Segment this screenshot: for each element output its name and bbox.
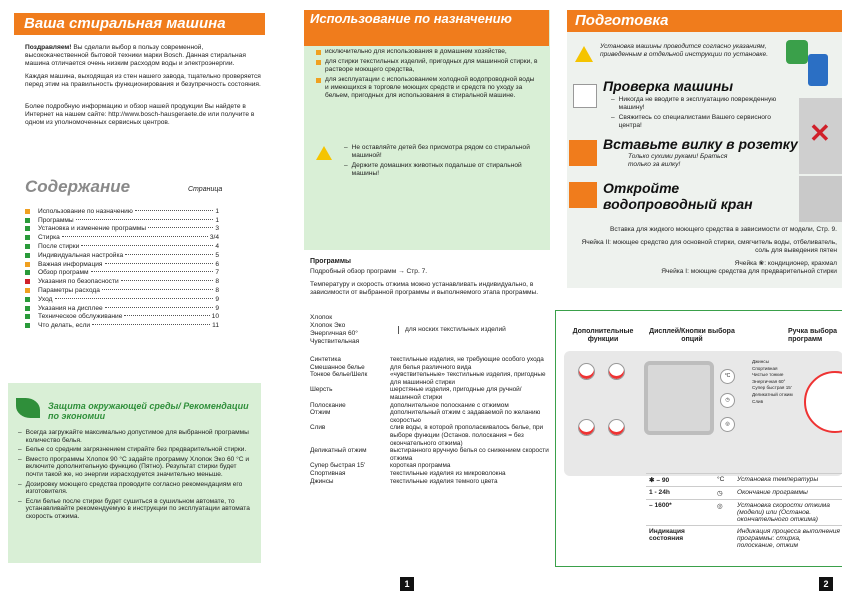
program-name: Спортивная (310, 469, 346, 477)
page-number-1: 1 (400, 577, 414, 591)
toc-row (25, 321, 219, 330)
program-name: Хлопок (310, 314, 333, 321)
right-page (555, 0, 842, 595)
toc-page: 3 (215, 225, 219, 233)
panel-program-label: Слив (752, 398, 764, 404)
toc-bullet (25, 226, 30, 231)
program-name: Синтетика (310, 356, 341, 363)
toc-page: 8 (215, 278, 219, 286)
toc-bullet (25, 314, 30, 319)
legend-symbol: ✱ – 90 (646, 474, 714, 487)
program-desc: слив воды, в которой прополаскивалось белье, при выборе функции (Останов. полоскания = без окончательного отжима) (390, 424, 544, 447)
toc-row (25, 304, 219, 313)
toc-row (25, 269, 219, 278)
program-name: Хлопок Эко (310, 322, 346, 329)
warning-icon (316, 146, 332, 160)
check-item-text: Свяжитесь со специалистами Вашего сервисного центра! (618, 114, 771, 129)
toc-leader (91, 271, 214, 272)
tap-title: Откройте водопроводный кран (603, 180, 753, 212)
leaf-icon (16, 398, 40, 418)
toc-page: 10 (211, 313, 219, 321)
toc-page: 4 (215, 243, 219, 251)
detergent-photo (799, 176, 842, 222)
eco-item (18, 446, 254, 454)
program-knob[interactable] (804, 371, 842, 433)
dash-bullet: – (18, 446, 22, 454)
usage-bullet (316, 50, 321, 55)
toc-page-label: Страница (188, 186, 223, 193)
dash-bullet: – (611, 114, 615, 121)
group1-desc: для носких текстильных изделий (398, 326, 506, 334)
middle-bg-stripe (304, 10, 550, 250)
toc-row (25, 251, 219, 260)
panel-program-label: Чистые тонкие (752, 372, 784, 378)
program-labels (752, 359, 806, 405)
eco-item-text: Белье со средним загрязнением стирайте без предварительной стирки. (25, 446, 247, 454)
toc-leader (124, 315, 209, 316)
control-panel-box (555, 310, 842, 567)
legend-unit: °C (714, 474, 734, 487)
program-name: Энергичная 60° (310, 330, 358, 337)
eco-item (18, 429, 254, 444)
dash-bullet: – (18, 455, 22, 463)
page-number-2: 2 (819, 577, 833, 591)
program-name: Отжим (310, 409, 331, 417)
program-row (310, 470, 550, 478)
legend-row (646, 474, 842, 487)
toc-page: 9 (215, 304, 219, 312)
toc-row (25, 242, 219, 251)
toc-label: Важная информация (38, 260, 103, 268)
legend-text: Установка скорости отжима (модели) или (Останов. окончательного отжима) (734, 500, 842, 526)
program-desc: выстиранного вручную белья со снижением скорости отжима (390, 447, 549, 462)
toc-label: Индивидуальная настройка (38, 251, 124, 259)
program-name: Чувствительная (310, 338, 360, 345)
legend-text: Установка температуры (734, 474, 842, 487)
toc-leader (92, 324, 210, 325)
check-title: Проверка машины (603, 78, 734, 94)
extra-button-4[interactable] (608, 419, 625, 436)
panel-program-label: Энергичная 60° (752, 378, 786, 384)
toc-label: Параметры расхода (38, 287, 100, 295)
toc-row (25, 207, 219, 216)
toc-leader (135, 210, 214, 211)
program-name: Джинсы (310, 477, 334, 485)
toc-bullet (25, 279, 30, 284)
toc-label: Указания на дисплее (38, 304, 103, 312)
program-name: Шерсть (310, 386, 333, 394)
middle-page (270, 0, 550, 595)
program-desc: «чувствительные» текстильные изделия, пригодные для машинной стирки (390, 371, 546, 386)
eco-item-text: Дозировку моющего средства проводите согласно рекомендациям его изготовителя. (25, 480, 243, 496)
program-name: Смешанное белье (310, 363, 365, 371)
program-desc: шерстяные изделия, пригодные для ручной/машинной стирки (390, 386, 522, 401)
dash-bullet: – (18, 480, 22, 488)
legend-row (646, 487, 842, 500)
check-item-text: Никогда не вводите в эксплуатацию поврежденную машину! (618, 96, 777, 111)
toc-leader (125, 254, 213, 255)
intro-text: Поздравляем! Вы сделали выбор в пользу современной, высококачественной бытовой техники марки Bosch. Данная стиральная машина отличается очень низким расходом воды и электроэнергии. Каждая машина, выходящая из стен нашего завода, тщательно проверяется перед этим на правильность функционирования и безупречность состояния. Более подробную информацию и обзор нашей продукции Вы найдете в Интернет на нашем сайте: http://www.bosch-hausgeraete.de или получите в одном из уполномоченных сервисных центров. (25, 44, 261, 126)
legend-symbol: – 1600* (646, 500, 714, 526)
usage-item (316, 58, 538, 74)
toc-row (25, 295, 219, 304)
extra-button-3[interactable] (578, 419, 595, 436)
toc-label: Использование по назначению (38, 207, 133, 215)
toc-label: Уход (38, 295, 53, 303)
toc-label: Программы (38, 216, 74, 224)
toc-label: Техническое обслуживание (38, 313, 123, 321)
eco-item-text: Если белье после стирки будет сушиться в сушильном автомате, то устанавливайте рекомендуемую в инструкции по эксплуатации автомата скорость отжима. (25, 497, 250, 520)
panel-head-knob: Ручка выбора программ (788, 328, 838, 343)
legend-text: Индикация процесса выполнения программы: стирка, полоскание, отжим (734, 526, 842, 552)
program-row (310, 356, 550, 364)
toc-bullet (25, 270, 30, 275)
panel-program-label: Джинсы (752, 359, 769, 364)
eco-title: Защита окружающей среды/ Рекомендации по экономии (48, 401, 249, 421)
toc-row (25, 216, 219, 225)
finish-time-button[interactable]: ◷ (720, 393, 735, 408)
plug-note: Только сухими руками! Браться только за вилку! (628, 153, 728, 168)
install-warning-icon (575, 46, 593, 62)
spin-button[interactable]: ◎ (720, 417, 735, 432)
program-desc: текстильные изделия, не требующие особого ухода (390, 356, 544, 363)
programs-intro: Подробный обзор программ → Стр. 7. Температуру и скорость отжима можно устанавливать индивидуально, в зависимости от выбранной программы и выполняемого этапа программы. (310, 268, 539, 296)
warning-item (344, 144, 544, 160)
panel-program-label: Деликатный отжим (752, 391, 793, 397)
dash-bullet: – (18, 497, 22, 505)
legend-symbol: Индикация состояния (646, 526, 714, 552)
check-item (611, 96, 791, 112)
middle-banner: Использование по назначению (304, 10, 549, 46)
toc-label: Обзор программ (38, 269, 89, 277)
program-desc: текстильные изделия из микроволокна (390, 469, 506, 477)
toc-bullet (25, 323, 30, 328)
panel-legend (646, 473, 842, 551)
eco-item (18, 456, 254, 479)
tap-icon (569, 182, 597, 208)
program-name: Полоскание (310, 401, 346, 409)
toc-bullet (25, 244, 30, 249)
toc-leader (81, 245, 213, 246)
panel-face (564, 351, 842, 476)
extra-button-2[interactable] (608, 363, 625, 380)
toc-label: Установка и изменение программы (38, 225, 147, 233)
program-row (310, 371, 550, 386)
legend-unit: ◎ (714, 500, 734, 526)
usage-item-text: для эксплуатации с использованием холодной водопроводной воды и имеющихся в торговле моющих средств и средств по уходу за бельем, пригодных для использования в стиральной машине. (325, 76, 535, 99)
legend-row (646, 526, 842, 552)
check-list (611, 96, 791, 132)
eco-item (18, 481, 254, 496)
warning-item (344, 162, 544, 178)
warning-text: Держите домашних животных подальше от стиральной машины! (351, 162, 522, 177)
toc-page: 7 (215, 269, 219, 277)
program-row (310, 424, 550, 447)
program-name: Тонкое белье/Шелк (310, 371, 368, 379)
dash-bullet: – (611, 96, 615, 103)
eco-list (18, 429, 254, 523)
legend-row (646, 500, 842, 526)
eco-item-text: Всегда загружайте максимально допустимое для выбранной программы количество белья. (25, 429, 249, 444)
toc-leader (62, 236, 208, 237)
toc-row (25, 277, 219, 286)
programs-list (310, 356, 550, 485)
usage-list (316, 48, 538, 102)
toc-bullet (25, 218, 30, 223)
toc-label: Стирка (38, 234, 60, 242)
toc-row (25, 260, 219, 269)
extra-button-1[interactable] (578, 363, 595, 380)
toc-leader (76, 219, 214, 220)
toc-label: Что делать, если (38, 322, 91, 330)
usage-bullet (316, 78, 321, 83)
toc-leader (55, 298, 214, 299)
eco-item (18, 498, 254, 521)
no-icon: ✕ (809, 118, 831, 148)
pants-icon (808, 54, 828, 86)
toc-leader (121, 280, 214, 281)
laundry-illustration (786, 36, 842, 86)
toc-leader (105, 263, 214, 264)
program-desc: короткая программа (390, 462, 451, 470)
dash-bullet: – (344, 162, 348, 169)
program-row (310, 478, 550, 486)
toc-row (25, 286, 219, 295)
program-name: Супер быстрая 15' (310, 462, 366, 470)
program-desc: текстильные изделия темного цвета (390, 477, 498, 485)
toc-bullet (25, 297, 30, 302)
toc-page: 5 (215, 251, 219, 259)
program-desc: дополнительный отжим с задаваемой по желанию скоростью (390, 409, 541, 424)
programs-group1 (310, 314, 550, 346)
program-row (310, 409, 550, 424)
panel-program-label: Супер быстрая 15' (752, 385, 792, 391)
machine-photo (799, 98, 842, 174)
program-desc: для белья различного вида (390, 363, 472, 371)
program-row (310, 386, 550, 401)
usage-item (316, 76, 538, 100)
program-row (310, 447, 550, 462)
toc-row (25, 225, 219, 234)
toc-row (25, 313, 219, 322)
usage-bullet (316, 60, 321, 65)
usage-item-text: исключительно для использования в домашнем хозяйстве, (325, 48, 507, 55)
detergent-text: Вставка для жидкого моющего средства в зависимости от модели, Стр. 9. Ячейка II: моющее средство для основной стирки, смягчитель воды, отбеливатель, соль для выведения пятен Ячейка ❀: кондиционер, крахмал Ячейка I: моющие средства для предварительной стирки (581, 226, 837, 275)
toc-page: 11 (212, 322, 219, 330)
panel-head-extra: Дополнительные функции (572, 328, 634, 343)
plug-icon (569, 140, 597, 166)
eco-item-text: Вместо программы Хлопок 90 °C задайте программу Хлопок Эко 60 °C и включите дополнительную функцию (Пятно). Результат стирки будет почти такой же, но энергии израсходуется значительно меньше. (25, 455, 250, 478)
usage-item-text: для стирки текстильных изделий, пригодных для машинной стирки, в растворе моющего средства, (325, 58, 538, 73)
toc-bullet (25, 235, 30, 240)
legend-unit: ◷ (714, 487, 734, 500)
programs-title: Программы (310, 258, 352, 265)
toc-page: 3/4 (209, 234, 219, 242)
toc-bullet (25, 253, 30, 258)
toc-page: 1 (215, 207, 219, 215)
toc-leader (105, 307, 214, 308)
right-banner: Подготовка (567, 10, 842, 32)
dash-bullet: – (344, 144, 348, 151)
toc-page: 8 (215, 287, 219, 295)
usage-item (316, 48, 538, 56)
toc-title: Содержание (25, 177, 131, 196)
eco-box (8, 383, 261, 563)
toc-label: Указания по безопасности (38, 278, 119, 286)
toc-page: 6 (215, 260, 219, 268)
toc-page: 9 (215, 295, 219, 303)
temperature-button[interactable]: °C (720, 369, 735, 384)
check-item (611, 114, 791, 130)
program-desc: дополнительное полоскание с отжимом (390, 401, 509, 409)
table-of-contents (25, 207, 219, 330)
panel-head-display: Дисплей/Кнопки выбора опций (649, 328, 735, 343)
check-icon (573, 84, 597, 108)
left-banner: Ваша стиральная машина (14, 13, 265, 35)
program-row (310, 462, 550, 470)
warning-text: Не оставляйте детей без присмотра рядом со стиральной машиной! (351, 144, 530, 159)
program-name: Деликатный отжим (310, 447, 367, 455)
toc-leader (148, 227, 213, 228)
plug-title: Вставьте вилку в розетку (603, 136, 798, 152)
shirt-icon (786, 40, 808, 64)
dash-bullet: – (18, 429, 22, 436)
toc-leader (102, 289, 213, 290)
toc-page: 1 (215, 216, 219, 224)
toc-bullet (25, 288, 30, 293)
toc-label: После стирки (38, 243, 80, 251)
legend-text: Окончание программы (734, 487, 842, 500)
toc-bullet (25, 306, 30, 311)
legend-symbol: 1 - 24h (646, 487, 714, 500)
panel-program-label: Спортивная (752, 365, 778, 371)
toc-bullet (25, 262, 30, 267)
toc-bullet (25, 209, 30, 214)
left-page (0, 0, 265, 595)
install-note: Установка машины проводится согласно указаниям, приведенным в отдельной инструкции по установке. (600, 43, 769, 58)
toc-row (25, 233, 219, 242)
program-name: Слив (310, 424, 326, 432)
legend-unit (714, 526, 734, 552)
display-screen (644, 361, 714, 435)
